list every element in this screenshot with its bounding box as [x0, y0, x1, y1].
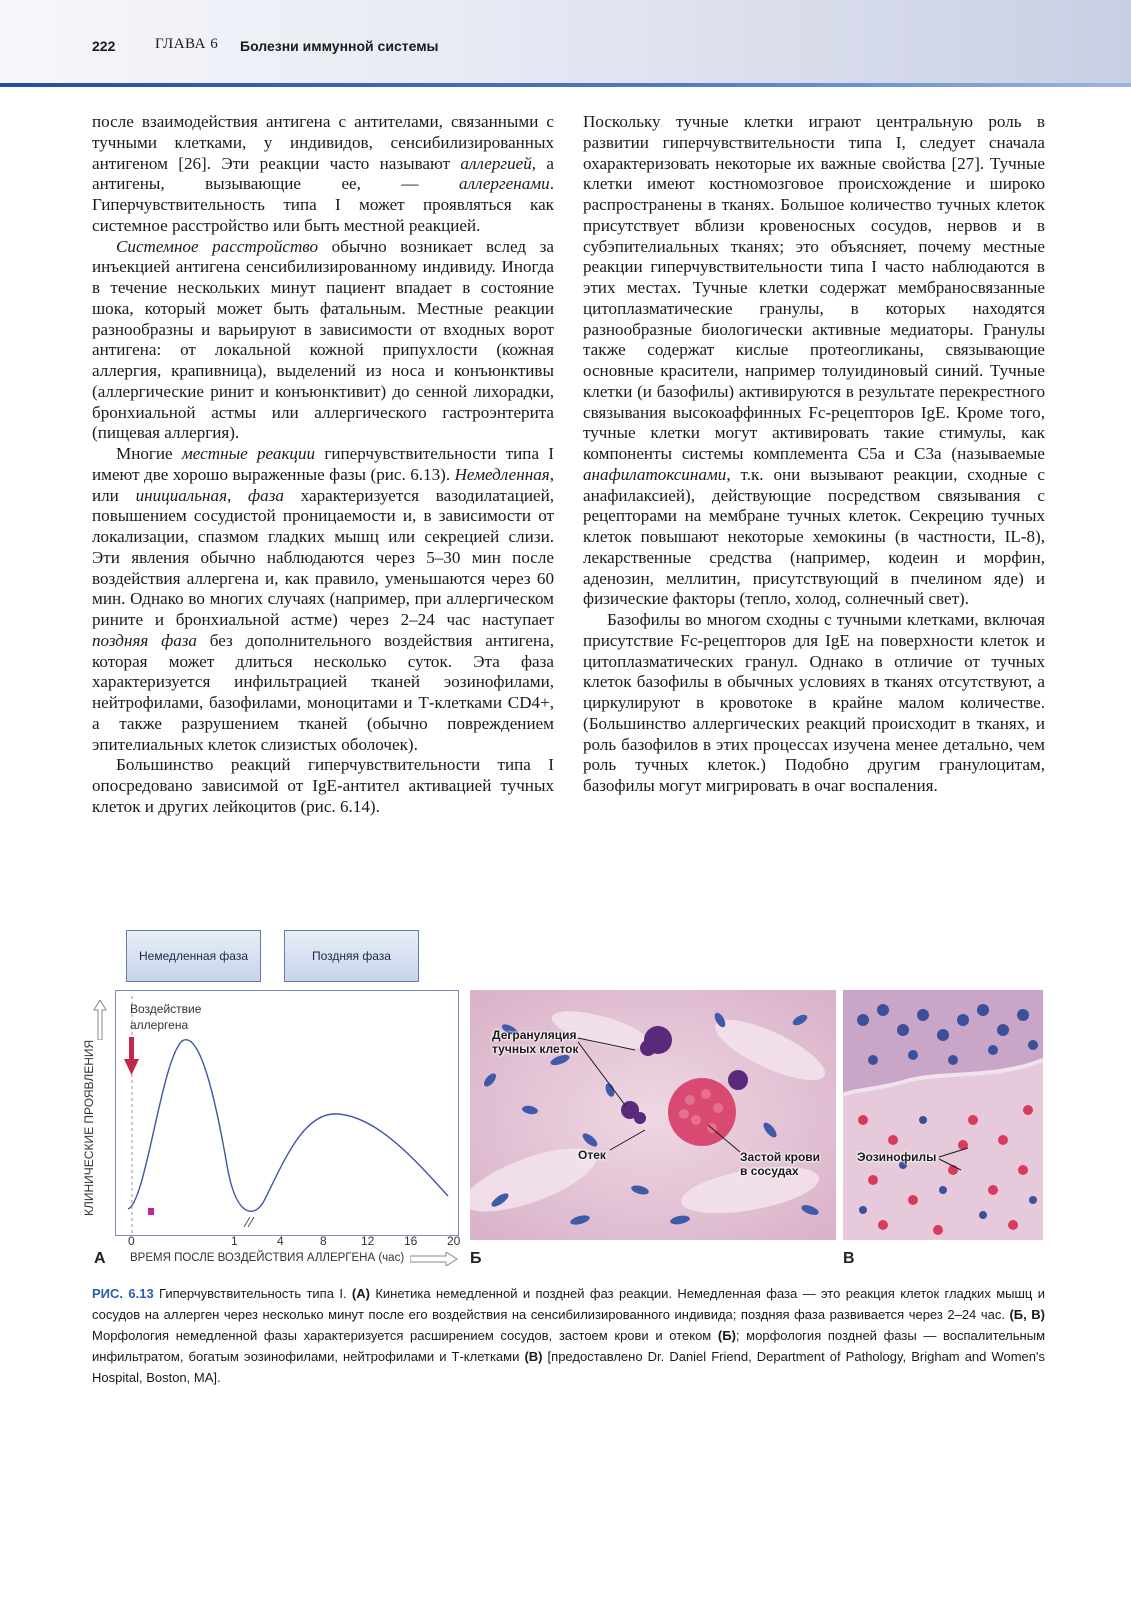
micrograph-c-image: [843, 990, 1043, 1240]
y-axis-label: КЛИНИЧЕСКИЕ ПРОЯВЛЕНИЯ: [82, 1039, 96, 1216]
figure-number: РИС. 6.13: [92, 1286, 154, 1301]
panel-label-c: В: [843, 1250, 855, 1267]
label-congestion: Застой крови в сосудах: [740, 1150, 821, 1178]
reaction-curve: [128, 1040, 448, 1212]
y-axis-arrow-icon: [90, 1000, 110, 1040]
paragraph: Поскольку тучные клетки играют центральную роль в развитии гиперчувствительности типа I, следует сначала охарактеризовать некоторые их важные свойства [27]. Тучные клетки имеют костномозговое происхождение и широко распространены в тканях. Большое количество тучных клеток присутствует вблизи кровеносных сосудов, нервов и в субэпителиальных тканях; это объясняет, почему местные реакции гиперчувствительности типа I часто наблюдаются в этих местах. Тучные клетки содержат мембраносвязанные цитоплазматические гранулы, в которых находятся разнообразные биологически активные медиаторы. Гранулы также содержат кислые протеогликаны, связывающие основные красители, например толуидиновый синий. Тучные клетки (и базофилы) активируются в результате перекрестного связывания высокоаффинных Fc-рецепторов IgE. Кроме того, тучные клетки могут активировать такие стимулы, как компоненты системы комплемента C5a и C3a (называемые анафилатоксинами, т.к. они вызывают реакции, сходные с анафилаксией), действующие посредством связывания с рецепторами на мембране тучных клеток. Секрецию тучных клеток повышают некоторые хемокины (в частности, IL-8), лекарственные средства (например, кодеин и морфин, аденозин, меллитин, присутствующий в пчелином яде) и физические факторы (тепло, холод, солнечный свет).: [583, 112, 1045, 609]
micrograph-b: [470, 990, 836, 1240]
immediate-phase-box: Немедленная фаза: [126, 930, 261, 982]
page-number: 222: [92, 38, 116, 54]
paragraph: Базофилы во многом сходны с тучными клетками, включая присутствие Fc-рецепторов для IgE на поверхности клеток и цитоплазматических гранул. Однако в отличие от тучных клеток базофилы в обычных условиях в тканях отсутствуют, а циркулируют в кровотоке в крайне малом количестве. (Большинство аллергических реакций происходит в тканях, и роль базофилов в этих процессах изучена менее детально, чем роль тучных клеток.) Подобно другим гранулоцитам, базофилы могут мигрировать в очаг воспаления.: [583, 610, 1045, 795]
late-phase-box: Поздняя фаза: [284, 930, 419, 982]
x-tick: 4: [277, 1234, 284, 1248]
label-eosinophils: Эозинофилы: [857, 1150, 937, 1164]
x-tick: 16: [404, 1234, 418, 1248]
label-edema: Отек: [578, 1148, 606, 1162]
paragraph: Большинство реакций гиперчувствительности типа I опосредовано зависимой от IgE-антител активацией тучных клеток и других лейкоцитов (рис. 6.14).: [92, 755, 554, 816]
paragraph: после взаимодействия антигена с антителами, связанными с тучными клетками, у индивидов, сенсибилизированных антигеном [26]. Эти реакции часто называют аллергией, а антигены, вызывающие ее, — аллергенами. Гиперчувствительность типа I может проявляться как системное расстройство или быть местной реакцией.: [92, 112, 554, 235]
left-column: [92, 112, 554, 818]
paragraph: Многие местные реакции гиперчувствительности типа I имеют две хорошо выраженные фазы (рис. 6.13). Немедленная, или инициальная, фаза характеризуется вазодилатацией, повышением сосудистой проницаемости и, в зависимости от локализации, спазмом гладких мышц или секрецией слизи. Эти явления обычно наблюдаются через 5–30 мин после воздействия аллергена и, как правило, уменьшаются через 60 мин. Однако во многих случаях (например, при аллергическом рините и бронхиальной астме) через 2–24 час наступает поздняя фаза без дополнительного воздействия антигена, которая может длиться несколько суток. Эта фаза характеризуется инфильтрацией тканей эозинофилами, нейтрофилами, базофилами, моноцитами и Т-клетками CD4+, а также разрушением тканей (обычно повреждением эпителиальных клеток слизистых оболочек).: [92, 444, 554, 754]
panel-label-a: А: [94, 1250, 106, 1267]
label-degranulation: Дегрануляция тучных клеток: [492, 1028, 579, 1056]
axis-break-icon: [244, 1217, 254, 1227]
header-rule: [0, 83, 1131, 87]
x-tick: 20: [447, 1234, 461, 1248]
x-tick: 1: [231, 1234, 238, 1248]
x-axis-arrow-icon: [410, 1252, 458, 1266]
micrograph-c: [843, 990, 1043, 1240]
x-tick: 12: [361, 1234, 375, 1248]
right-column: [583, 112, 1045, 797]
immediate-phase-marker: [148, 1208, 154, 1215]
x-axis-label: ВРЕМЯ ПОСЛЕ ВОЗДЕЙСТВИЯ АЛЛЕРГЕНА (час): [130, 1252, 405, 1264]
kinetics-curve-svg: [116, 991, 458, 1235]
x-tick: 0: [128, 1234, 135, 1248]
figure-caption: РИС. 6.13 Гиперчувствительность типа I. (А) Кинетика немедленной и поздней фаз реакции. Немедленная фаза — это реакция клеток гладких мышц и сосудов на аллерген через несколько минут после его воздействия на сенсибилизированного индивида; поздняя фаза развивается через 2–24 час. (Б, В) Морфология немедленной фазы характеризуется расширением сосудов, застоем крови и отеком (Б); морфология поздней фазы — воспалительным инфильтратом, богатым эозинофилами, нейтрофилами и Т-клетками (В) [предоставлено Dr. Daniel Friend, Department of Pathology, Brigham and Women's Hospital, Boston, MA].: [92, 1286, 1046, 1385]
x-tick: 8: [320, 1234, 327, 1248]
chapter-title: Болезни иммунной системы: [240, 38, 439, 54]
paragraph: Системное расстройство обычно возникает вслед за инъекцией антигена сенсибилизированному индивиду. Иногда в течение нескольких минут пациент впадает в состояние шока, который может быть фатальным. Местные реакции разнообразны и варьируют в зависимости от входных ворот антигена: от локальной кожной припухлости (кожная аллергия, крапивница), выделений из носа и конъюнктивы (аллергические ринит и конъюнктивит) до сенной лихорадки, бронхиальной астмы или аллергического гастроэнтерита (пищевая аллергия).: [92, 236, 554, 443]
panel-label-b: Б: [470, 1250, 482, 1267]
chapter-number: ГЛАВА 6: [155, 36, 219, 52]
kinetics-plot: [115, 990, 459, 1236]
allergen-arrow-icon: [124, 1037, 139, 1075]
exposure-label: Воздействие аллергена: [130, 1002, 202, 1032]
